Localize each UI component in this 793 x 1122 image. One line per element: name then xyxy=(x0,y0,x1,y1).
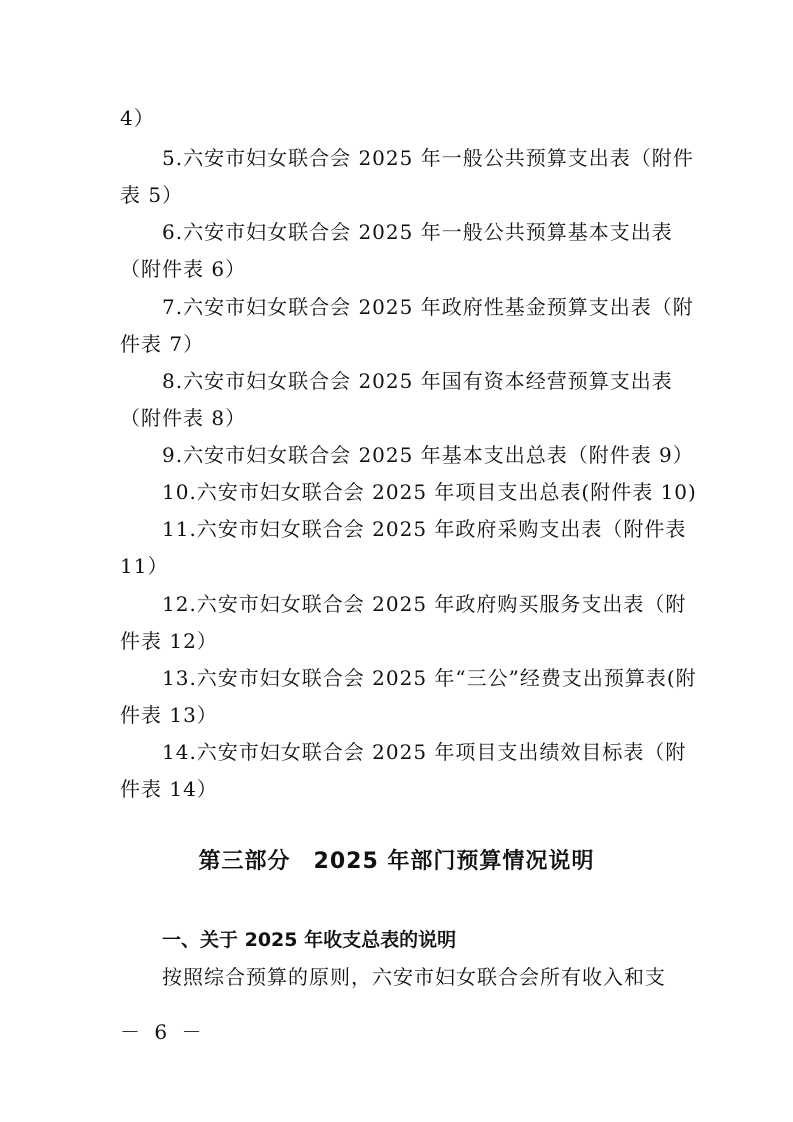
subsection-title: 一、关于 2025 年收支总表的说明 xyxy=(162,929,457,951)
list-item-5-continuation: 表 5） xyxy=(120,183,184,207)
list-item-10: 10.六安市妇女联合会 2025 年项目支出总表(附件表 10) xyxy=(162,480,697,504)
list-item-14: 14.六安市妇女联合会 2025 年项目支出绩效目标表（附 xyxy=(162,740,687,764)
list-item-13: 13.六安市妇女联合会 2025 年“三公”经费支出预算表(附 xyxy=(162,666,697,690)
body-paragraph: 按照综合预算的原则，六安市妇女联合会所有收入和支 xyxy=(162,965,666,989)
list-item-9: 9.六安市妇女联合会 2025 年基本支出总表（附件表 9） xyxy=(162,443,694,467)
list-item-8-continuation: （附件表 8） xyxy=(120,406,247,430)
list-item-4-continuation: 4） xyxy=(120,106,155,130)
page-number: － 6 － xyxy=(120,1020,206,1044)
list-item-5: 5.六安市妇女联合会 2025 年一般公共预算支出表（附件 xyxy=(162,146,694,170)
list-item-8: 8.六安市妇女联合会 2025 年国有资本经营预算支出表 xyxy=(162,369,673,393)
list-item-13-continuation: 件表 13） xyxy=(120,703,218,727)
list-item-14-continuation: 件表 14） xyxy=(120,777,218,801)
list-item-6: 6.六安市妇女联合会 2025 年一般公共预算基本支出表 xyxy=(162,220,673,244)
list-item-7-continuation: 件表 7） xyxy=(120,332,205,356)
section-title: 第三部分 2025 年部门预算情况说明 xyxy=(198,849,595,874)
list-item-11-continuation: 11） xyxy=(120,554,169,578)
list-item-12-continuation: 件表 12） xyxy=(120,629,218,653)
list-item-12: 12.六安市妇女联合会 2025 年政府购买服务支出表（附 xyxy=(162,592,687,616)
list-item-7: 7.六安市妇女联合会 2025 年政府性基金预算支出表（附 xyxy=(162,295,694,319)
list-item-6-continuation: （附件表 6） xyxy=(120,257,247,281)
list-item-11: 11.六安市妇女联合会 2025 年政府采购支出表（附件表 xyxy=(162,517,687,541)
